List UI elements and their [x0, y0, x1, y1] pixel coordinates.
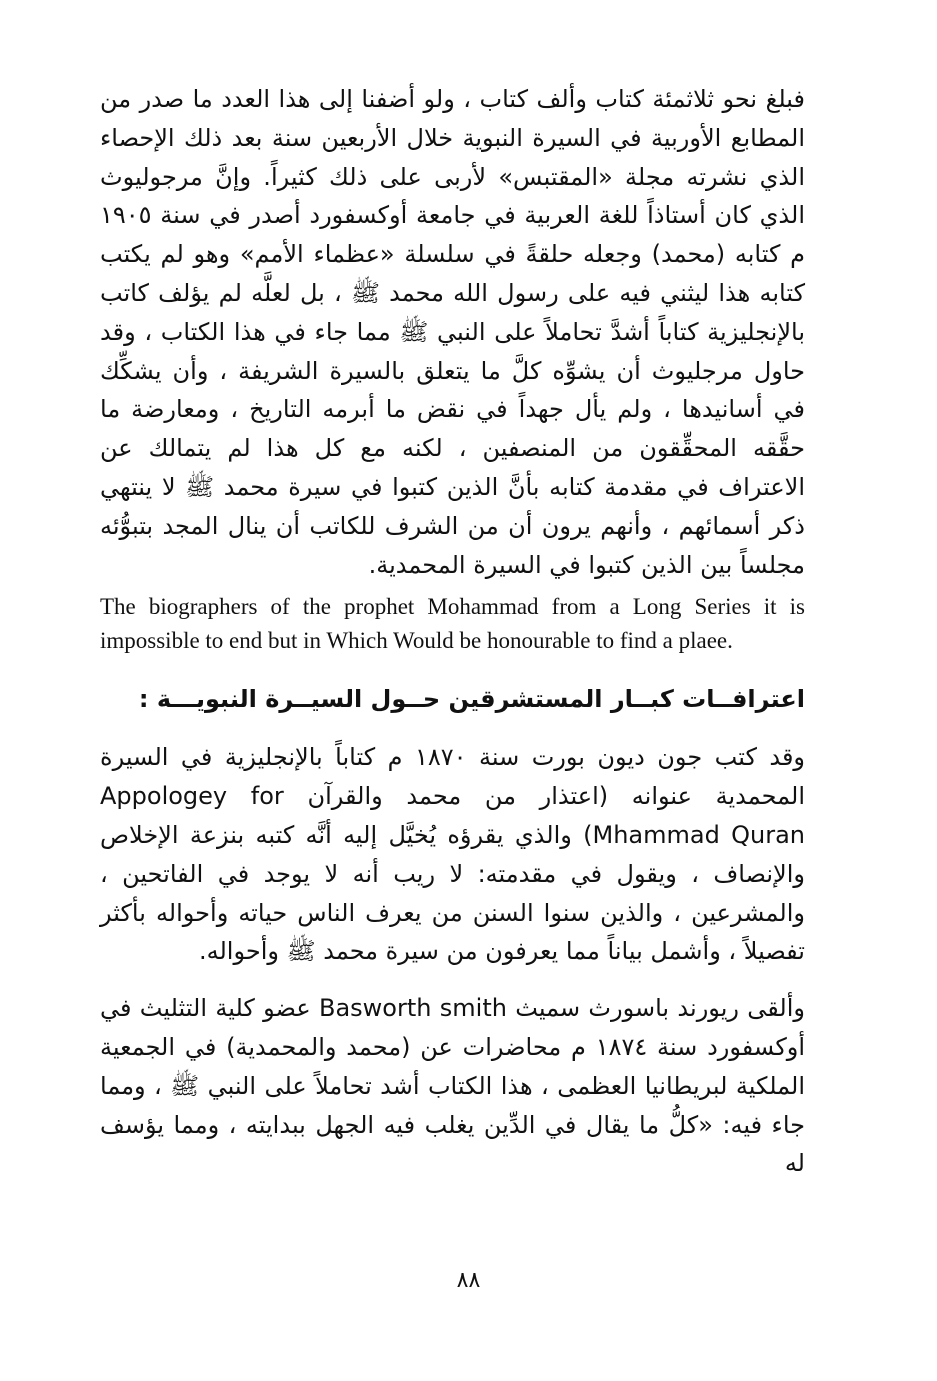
page-number: ٨٨	[456, 1268, 481, 1293]
paragraph-davenport: وقد كتب جون ديون بورت سنة ١٨٧٠ م كتاباً بالإنجليزية في السيرة المحمدية عنوانه (اعتذار من محمد والقرآن Appologey for Mhammad Quran) والذي يقرؤه يُخيَّل إليه أنَّه كتبه بنزعة الإخلاص والإنصاف ، ويقول في مقدمته: لا ريب أنه لا يوجد في الفاتحين ، والمشرعين ، والذين سنوا السنن من يعرف الناس حياته وأحواله بأكثر تفصيلاً ، وأشمل بياناً مما يعرفون من سيرة محمد ﷺ وأحواله.	[100, 743, 806, 966]
paragraph-bosworth-smith: وألقى ريورند باسورث سميث Basworth smith عضو كلية التثليث في أوكسفورد سنة ١٨٧٤ م محاضرات عن (محمد والمحمدية) في الجمعية الملكية لبريطانيا العظمى ، هذا الكتاب أشد تحاملاً على النبي ﷺ ، ومما جاء فيه: «كلُّ ما يقال في الدِّين يغلب فيه الجهل ببدايته ، ومما يؤسف له	[100, 994, 805, 1178]
page-body	[100, 80, 805, 1183]
paragraph-margoliouth: فبلغ نحو ثلاثمئة كتاب وألف كتاب ، ولو أضفنا إلى هذا العدد ما صدر من المطابع الأوربية في السيرة النبوية خلال الأربعين سنة بعد ذلك الإحصاء الذي نشرته مجلة «المقتبس» لأربى على ذلك كثيراً. وإنَّ مرجوليوث الذي كان أستاذاً للغة العربية في جامعة أوكسفورد أصدر في سنة ١٩٠٥ م كتابه (محمد) وجعله حلقةً في سلسلة «عظماء الأمم» وهو لم يكتب كتابه هذا ليثني فيه على رسول الله محمد ﷺ ، بل لعلَّه لم يؤلف كاتب بالإنجليزية كتاباً أشدَّ تحاملاً على النبي ﷺ مما جاء في هذا الكتاب ، وقد حاول مرجليوث أن يشوِّه كلَّ ما يتعلق بالسيرة الشريفة ، وأن يشكِّك في أسانيدها ، ولم يأل جهداً في نقض ما أبرمه التاريخ ، ومعارضة ما حقَّقه المحقِّقون من المنصفين ، لكنه مع كل هذا لم يتمالك عن الاعتراف في مقدمة كتابه بأنَّ الذين كتبوا في سيرة محمد ﷺ لا ينتهي ذكر أسمائهم ، وأنهم يرون أن من الشرف للكاتب أن ينال المجد بتبوُّئه مجلساً بين الذين كتبوا في السيرة المحمدية.	[100, 85, 805, 579]
english-quote: The biographers of the prophet Mohammad from a Long Series it is impossible to end but in Which Would be honourable to find a plaee.	[100, 594, 805, 654]
section-heading: اعترافــات كبــار المستشرقين حــول السيــرة النبويـــة :	[138, 685, 805, 714]
